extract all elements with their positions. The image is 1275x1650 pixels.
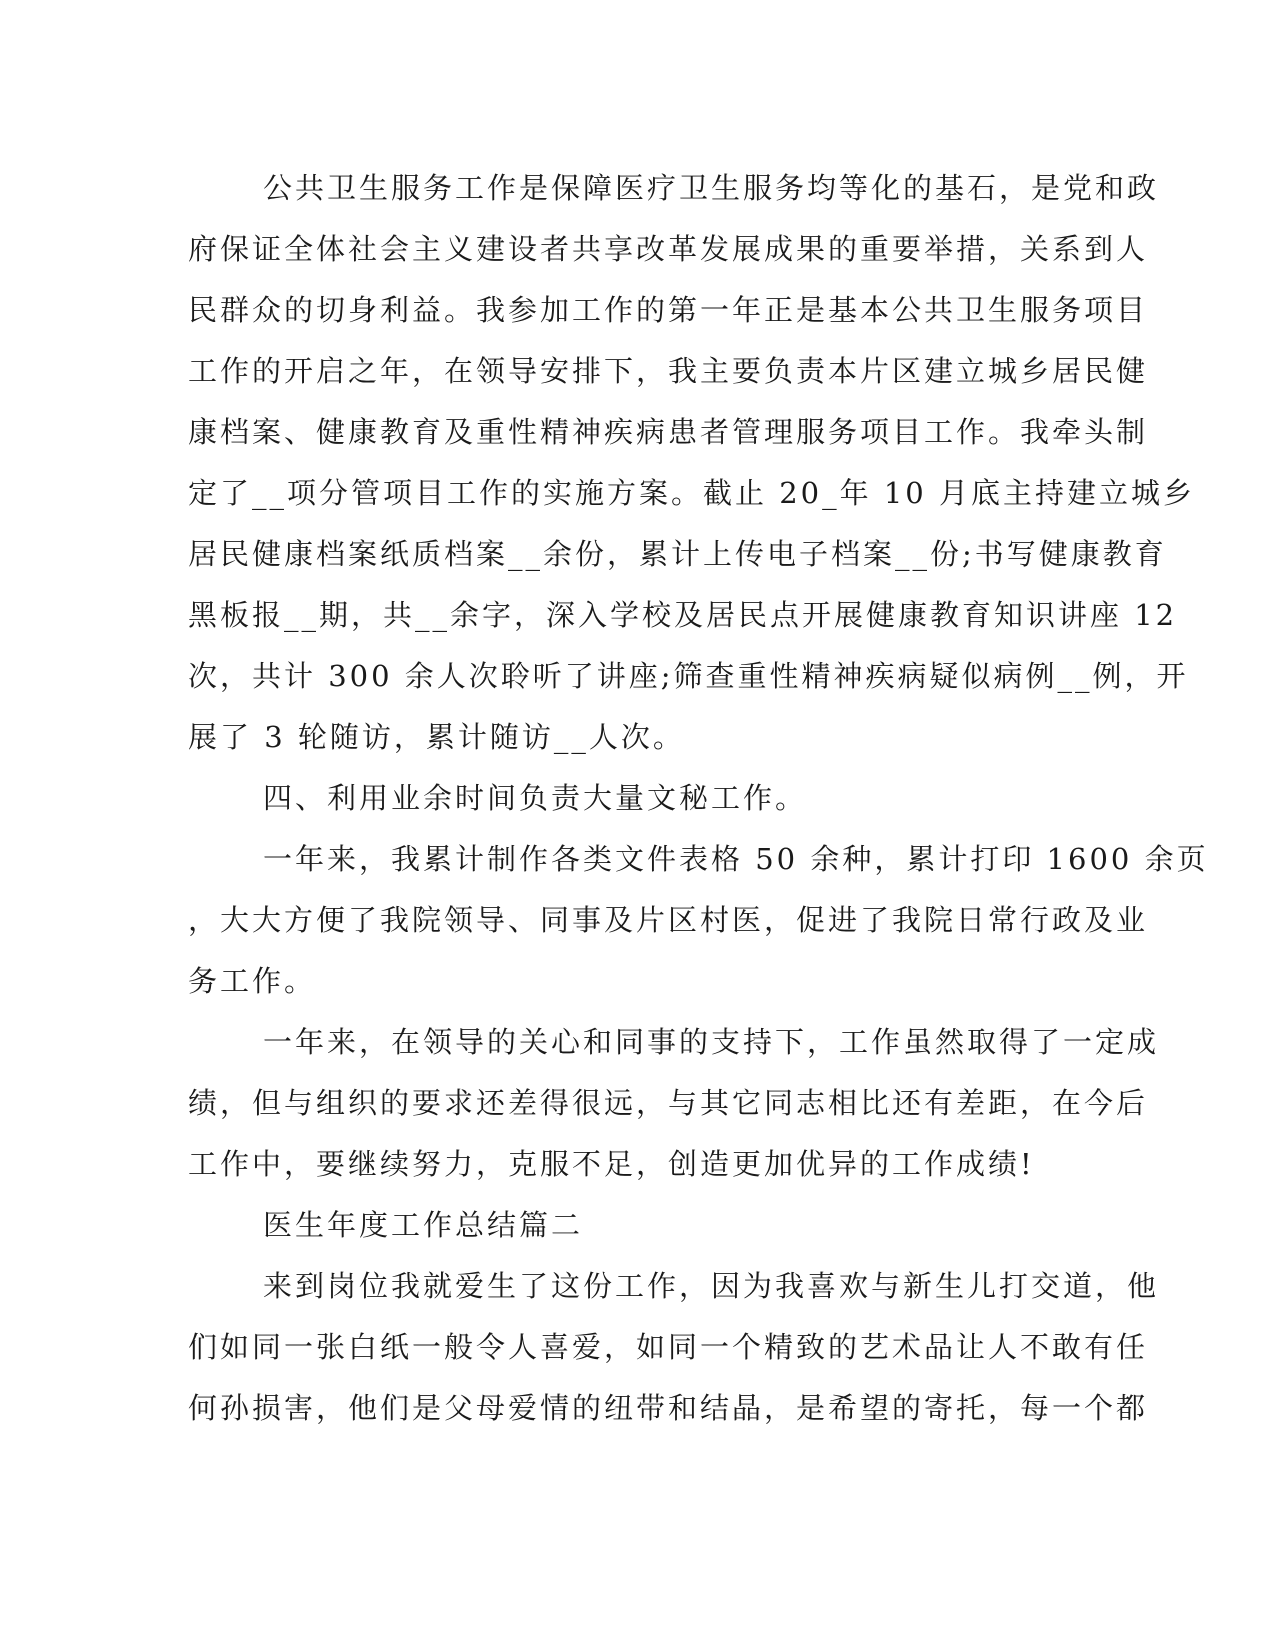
text-line: 务工作。 (188, 964, 317, 998)
paragraph (188, 1256, 1160, 1439)
paragraph (188, 158, 1195, 768)
text-line: 展了 3 轮随访，累计随访__人次。 (188, 720, 685, 754)
paragraph (188, 768, 1088, 829)
text-line: 一年来，在领导的关心和同事的支持下，工作虽然取得了一定成 (263, 1025, 1160, 1059)
text-line: 次，共计 300 余人次聆听了讲座;筛查重性精神疾病疑似病例__例，开 (188, 659, 1189, 693)
text-line: 定了__项分管项目工作的实施方案。截止 20_年 10 月底主持建立城乡 (188, 476, 1195, 510)
text-line: 们如同一张白纸一般令人喜爱，如同一个精致的艺术品让人不敢有任 (188, 1330, 1149, 1364)
paragraph (188, 1195, 1088, 1256)
text-line: 公共卫生服务工作是保障医疗卫生服务均等化的基石，是党和政 (263, 171, 1160, 205)
text-line: 民群众的切身利益。我参加工作的第一年正是基本公共卫生服务项目 (188, 293, 1149, 327)
text-line: 工作中，要继续努力，克服不足，创造更加优异的工作成绩! (188, 1147, 1035, 1181)
text-line: 何孙损害，他们是父母爱情的纽带和结晶，是希望的寄托，每一个都 (188, 1391, 1149, 1425)
text-line: 来到岗位我就爱生了这份工作，因为我喜欢与新生儿打交道，他 (263, 1269, 1160, 1303)
document-body (188, 158, 1209, 1439)
text-line: 府保证全体社会主义建设者共享改革发展成果的重要举措，关系到人 (188, 232, 1149, 266)
text-line: 居民健康档案纸质档案__余份，累计上传电子档案__份;书写健康教育 (188, 537, 1167, 571)
text-line: 工作的开启之年，在领导安排下，我主要负责本片区建立城乡居民健 (188, 354, 1149, 388)
text-line: 四、利用业余时间负责大量文秘工作。 (263, 781, 808, 815)
text-line: 康档案、健康教育及重性精神疾病患者管理服务项目工作。我牵头制 (188, 415, 1149, 449)
text-line: 绩，但与组织的要求还差得很远，与其它同志相比还有差距，在今后 (188, 1086, 1149, 1120)
text-line: 一年来，我累计制作各类文件表格 50 余种，累计打印 1600 余页 (263, 842, 1209, 876)
paragraph (188, 829, 1209, 1012)
text-line: 黑板报__期，共__余字，深入学校及居民点开展健康教育知识讲座 12 (188, 598, 1178, 632)
text-line: ，大大方便了我院领导、同事及片区村医，促进了我院日常行政及业 (188, 903, 1149, 937)
paragraph (188, 1012, 1160, 1195)
text-line: 医生年度工作总结篇二 (263, 1208, 584, 1242)
